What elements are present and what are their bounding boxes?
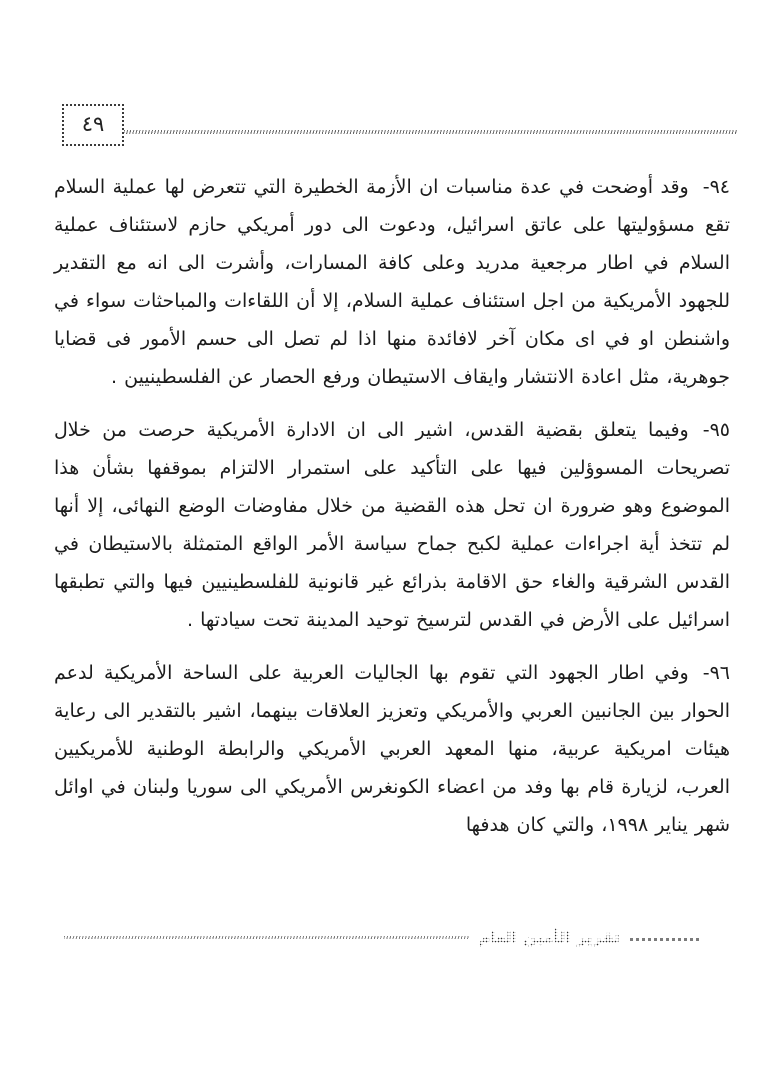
paragraph-number: ٩٦- (702, 662, 730, 684)
paragraph-95 (54, 411, 730, 639)
paragraph-text: وفي اطار الجهود التي تقوم بها الجاليات العربية على الساحة الأمريكية لدعم الحوار بين الجانبين العربي والأمريكي وتعزيز العلاقات بينهما، اشير بالتقدير الى رعاية هيئات امريكية عربية، منها المعهد العربي الأمريكي والرابطة الوطنية للأمريكيين العرب، لزيارة قام بها وفد من اعضاء الكونغرس الأمريكي الى سوريا ولبنان في اوائل شهر يناير ١٩٩٨، والتي كان هدفها (54, 662, 730, 836)
page-header (62, 104, 738, 146)
footer-dashed-rule-right (630, 938, 700, 941)
document-body (54, 168, 730, 859)
paragraph-96 (54, 654, 730, 844)
page-number: ٤٩ (81, 112, 105, 136)
paragraph-94 (54, 168, 730, 396)
paragraph-number: ٩٥- (702, 419, 730, 441)
paragraph-text: وفيما يتعلق بقضية القدس، اشير الى ان الادارة الأمريكية حرصت من خلال تصريحات المسوؤلين فيها على التأكيد على استمرار الالتزام بموقفها بشأن هذا الموضوع وهو ضرورة ان تحل هذه القضية من خلال مفاوضات الوضع النهائى، إلا أنها لم تتخذ أية اجراءات عملية لكبح جماح سياسة الأمر الواقع المتمثلة بالاستيطان في القدس الشرقية والغاء حق الاقامة بذرائع غير قانونية للفلسطينيين فيها والتي تطبقها اسرائيل على الأرض في القدس لترسيخ توحيد المدينة تحت سيادتها . (54, 419, 730, 631)
footer-dotted-rule-left (64, 936, 469, 939)
paragraph-text: وقد أوضحت في عدة مناسبات ان الأزمة الخطيرة التي تتعرض لها عملية السلام تقع مسؤوليتها على عاتق اسرائيل، ودعوت الى دور أمريكي حازم لاستئناف عملية السلام في اطار مرجعية مدريد وعلى كافة المسارات، وأشرت الى انه مع التقدير للجهود الأمريكية من اجل استئناف عملية السلام، إلا أن اللقاءات والمباحثات سواء في واشنطن او في اى مكان آخر لافائدة منها اذا لم تصل الى حسم الأمور فى قضايا جوهرية، مثل اعادة الانتشار وايقاف الاستيطان ورفع الحصار عن الفلسطينيين . (54, 176, 730, 388)
page-footer (64, 928, 700, 947)
footer-title-stencil: تقرير الأمين العام (478, 928, 620, 947)
page-number-box (62, 104, 124, 146)
paragraph-number: ٩٤- (702, 176, 730, 198)
header-hatched-rule (124, 130, 738, 134)
